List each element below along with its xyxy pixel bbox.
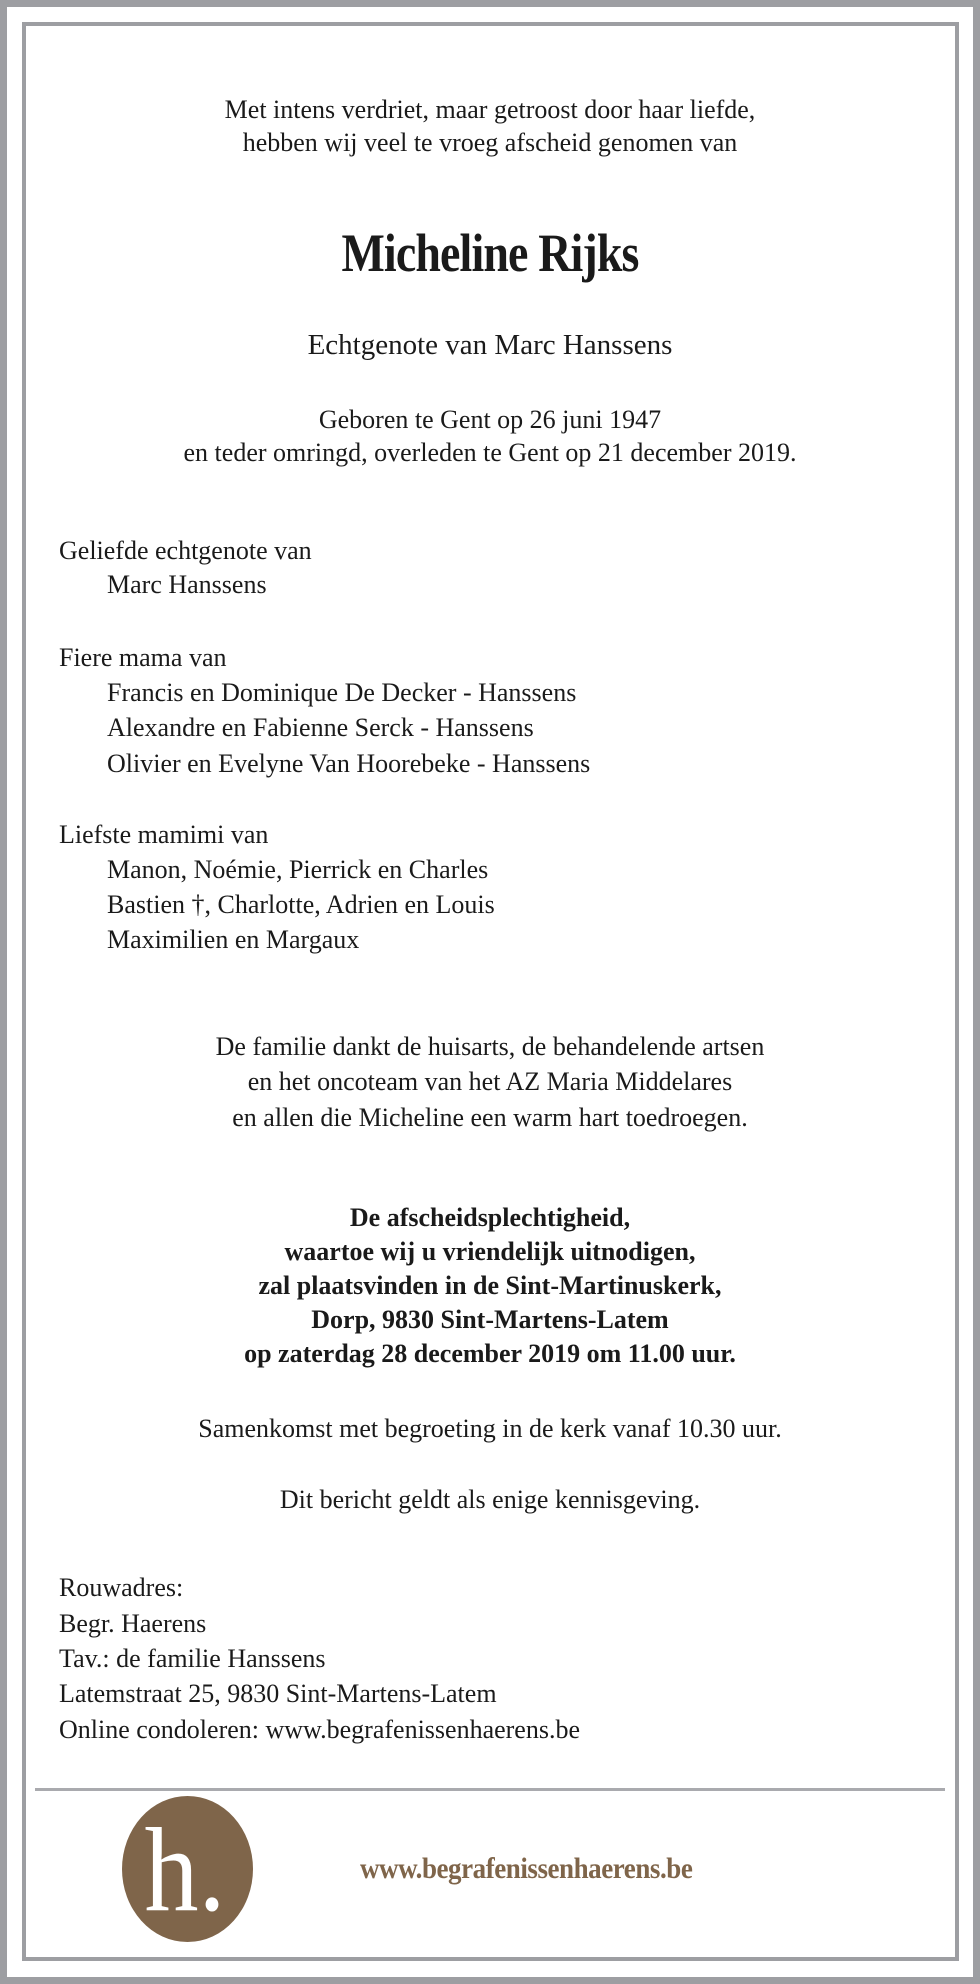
ceremony-line: zal plaatsvinden in de Sint-Martinuskerk,: [258, 1271, 722, 1300]
address-line: Rouwadres:: [59, 1573, 184, 1602]
footer-website-link[interactable]: www.begrafenissenhaerens.be: [360, 1852, 693, 1885]
ceremony-line: waartoe wij u vriendelijk uitnodigen,: [284, 1237, 696, 1266]
address-line: Begr. Haerens: [59, 1609, 207, 1638]
notice-line: Dit bericht geldt als enige kennisgeving.: [279, 1485, 701, 1514]
family-member: Alexandre en Fabienne Serck - Hanssens: [107, 713, 534, 742]
logo-letter: h.: [144, 1803, 226, 1936]
thanks-line: De familie dankt de huisarts, de behandelende artsen: [215, 1032, 765, 1061]
family-member: Bastien †, Charlotte, Adrien en Louis: [107, 890, 495, 919]
family-member: Olivier en Evelyne Van Hoorebeke - Hanssens: [107, 749, 591, 778]
thanks-line: en allen die Micheline een warm hart toedroegen.: [232, 1103, 748, 1132]
spouse-line: Echtgenote van Marc Hanssens: [307, 329, 673, 361]
thanks-line: en het oncoteam van het AZ Maria Middelares: [247, 1067, 733, 1096]
family-member: Manon, Noémie, Pierrick en Charles: [107, 855, 489, 884]
family-heading: Fiere mama van: [59, 643, 227, 672]
birth-line: Geboren te Gent op 26 juni 1947: [318, 405, 662, 434]
gathering-line: Samenkomst met begroeting in de kerk vanaf 10.30 uur.: [198, 1414, 782, 1443]
footer-divider: [35, 1788, 945, 1791]
family-heading: Geliefde echtgenote van: [59, 536, 312, 565]
family-member: Maximilien en Margaux: [107, 925, 360, 954]
ceremony-line: op zaterdag 28 december 2019 om 11.00 uur.: [244, 1339, 736, 1368]
family-heading: Liefste mamimi van: [59, 820, 269, 849]
intro-line: Met intens verdriet, maar getroost door haar liefde,: [224, 95, 756, 124]
address-line: Online condoleren: www.begrafenissenhaerens.be: [59, 1715, 581, 1744]
death-line: en teder omringd, overleden te Gent op 21 december 2019.: [183, 438, 797, 467]
family-member: Francis en Dominique De Decker - Hanssens: [107, 678, 577, 707]
ceremony-line: De afscheidsplechtigheid,: [349, 1203, 631, 1232]
deceased-name: Micheline Rijks: [341, 223, 639, 283]
address-line: Tav.: de familie Hanssens: [59, 1644, 326, 1673]
funeral-home-logo: [122, 1796, 253, 1942]
family-member: Marc Hanssens: [107, 570, 267, 599]
address-line: Latemstraat 25, 9830 Sint-Martens-Latem: [59, 1679, 497, 1708]
ceremony-line: Dorp, 9830 Sint-Martens-Latem: [311, 1305, 669, 1334]
intro-line: hebben wij veel te vroeg afscheid genomen van: [242, 128, 738, 157]
